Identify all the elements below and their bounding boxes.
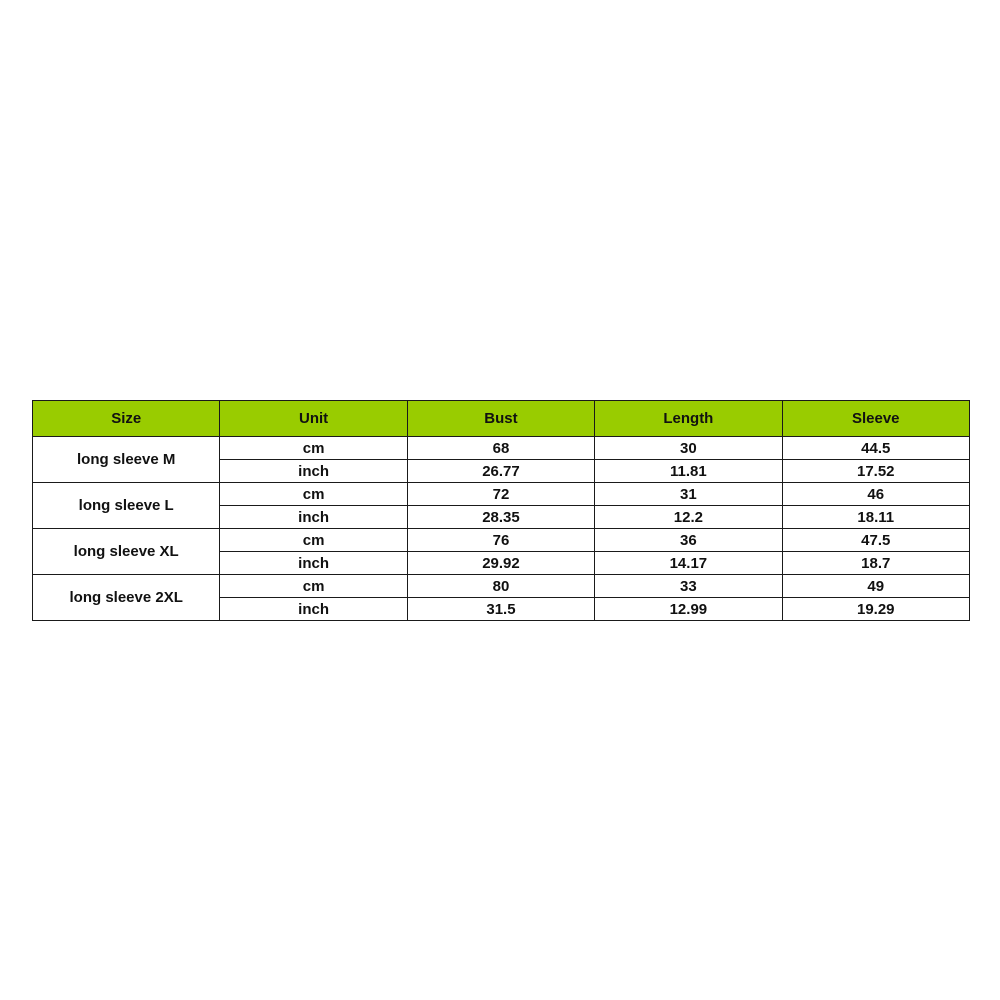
header-length: Length (595, 401, 782, 437)
unit-cell: inch (220, 460, 407, 483)
length-cell: 11.81 (595, 460, 782, 483)
length-cell: 31 (595, 483, 782, 506)
bust-cell: 29.92 (407, 552, 594, 575)
header-unit: Unit (220, 401, 407, 437)
unit-cell: inch (220, 552, 407, 575)
table-row (33, 437, 970, 460)
bust-cell: 26.77 (407, 460, 594, 483)
sleeve-cell: 19.29 (782, 598, 969, 621)
sleeve-cell: 46 (782, 483, 969, 506)
length-cell: 14.17 (595, 552, 782, 575)
size-label: long sleeve M (33, 437, 220, 483)
bust-cell: 31.5 (407, 598, 594, 621)
sleeve-cell: 47.5 (782, 529, 969, 552)
table-header-row (33, 401, 970, 437)
size-label: long sleeve 2XL (33, 575, 220, 621)
bust-cell: 80 (407, 575, 594, 598)
length-cell: 30 (595, 437, 782, 460)
bust-cell: 28.35 (407, 506, 594, 529)
unit-cell: cm (220, 437, 407, 460)
unit-cell: inch (220, 506, 407, 529)
unit-cell: cm (220, 529, 407, 552)
sleeve-cell: 18.7 (782, 552, 969, 575)
size-chart-table (32, 400, 970, 621)
size-label: long sleeve XL (33, 529, 220, 575)
unit-cell: inch (220, 598, 407, 621)
table-row (33, 575, 970, 598)
bust-cell: 72 (407, 483, 594, 506)
unit-cell: cm (220, 575, 407, 598)
size-label: long sleeve L (33, 483, 220, 529)
length-cell: 36 (595, 529, 782, 552)
unit-cell: cm (220, 483, 407, 506)
sleeve-cell: 17.52 (782, 460, 969, 483)
sleeve-cell: 49 (782, 575, 969, 598)
sleeve-cell: 44.5 (782, 437, 969, 460)
header-size: Size (33, 401, 220, 437)
table-row (33, 483, 970, 506)
header-sleeve: Sleeve (782, 401, 969, 437)
sleeve-cell: 18.11 (782, 506, 969, 529)
length-cell: 12.99 (595, 598, 782, 621)
length-cell: 12.2 (595, 506, 782, 529)
table-row (33, 529, 970, 552)
bust-cell: 76 (407, 529, 594, 552)
length-cell: 33 (595, 575, 782, 598)
header-bust: Bust (407, 401, 594, 437)
bust-cell: 68 (407, 437, 594, 460)
